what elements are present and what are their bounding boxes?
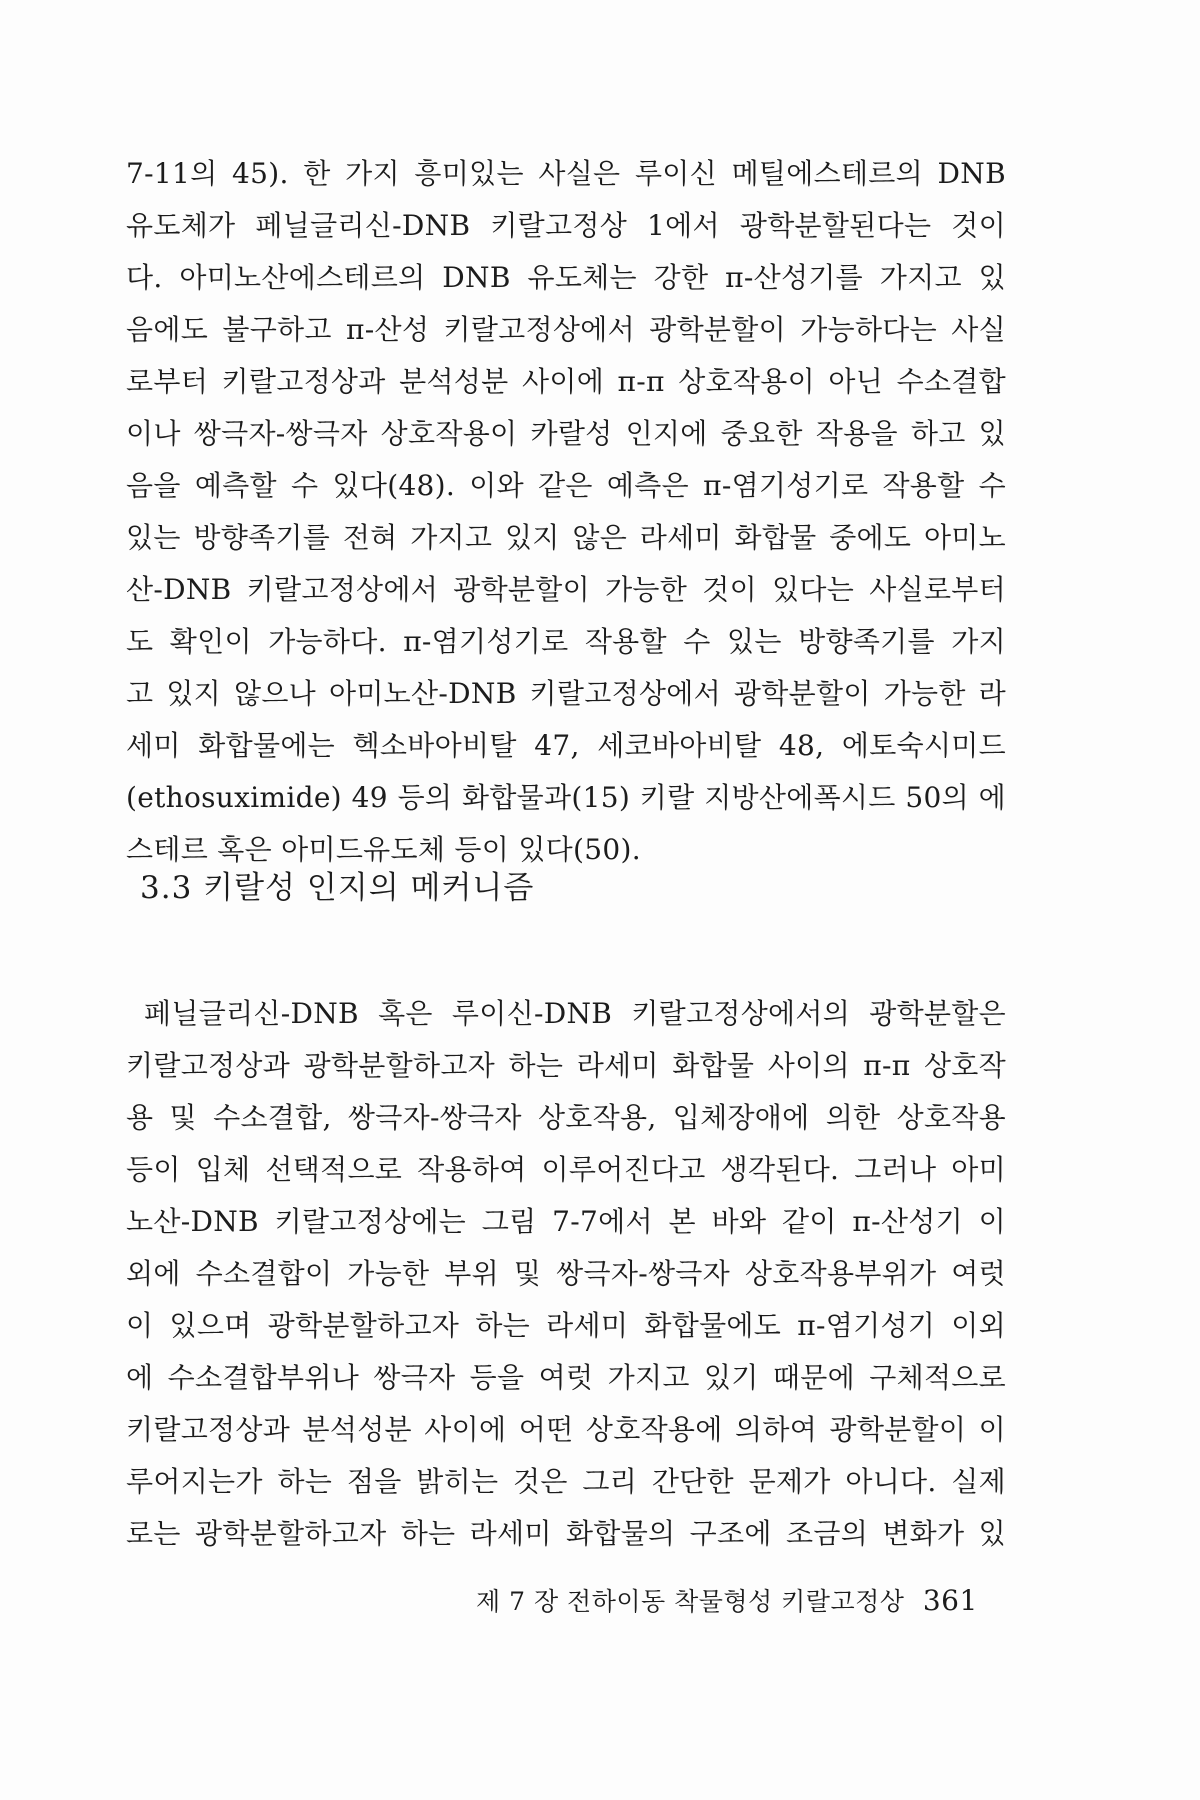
text-line: 키랄고정상과 분석성분 사이에 어떤 상호작용에 의하여 광학분할이 이: [126, 1413, 1006, 1446]
text-line: 다. 아미노산에스테르의 DNB 유도체는 강한 π-산성기를 가지고 있: [126, 261, 1006, 294]
text-line: 있는 방향족기를 전혀 가지고 있지 않은 라세미 화합물 중에도 아미노: [126, 521, 1006, 554]
text-line: 도 확인이 가능하다. π-염기성기로 작용할 수 있는 방향족기를 가지: [126, 625, 1006, 658]
body-paragraph-2: [126, 988, 1006, 1560]
text-line: 고 있지 않으나 아미노산-DNB 키랄고정상에서 광학분할이 가능한 라: [126, 677, 1006, 710]
section-heading: 3.3 키랄성 인지의 메커니즘: [140, 870, 535, 906]
text-line: 이 있으며 광학분할하고자 하는 라세미 화합물에도 π-염기성기 이외: [126, 1309, 1006, 1342]
text-line: 에 수소결합부위나 쌍극자 등을 여럿 가지고 있기 때문에 구체적으로: [126, 1361, 1006, 1394]
text-line: 유도체가 페닐글리신-DNB 키랄고정상 1에서 광학분할된다는 것이: [126, 209, 1006, 242]
text-line: 이나 쌍극자-쌍극자 상호작용이 카랄성 인지에 중요한 작용을 하고 있: [126, 417, 1006, 450]
text-line: 노산-DNB 키랄고정상에는 그림 7-7에서 본 바와 같이 π-산성기 이: [126, 1205, 1006, 1238]
body-paragraph-1: [126, 148, 1006, 876]
text-line: 스테르 혹은 아미드유도체 등이 있다(50).: [126, 833, 641, 866]
text-line: 로는 광학분할하고자 하는 라세미 화합물의 구조에 조금의 변화가 있: [126, 1517, 1006, 1550]
text-line: 키랄고정상과 광학분할하고자 하는 라세미 화합물 사이의 π-π 상호작: [126, 1049, 1006, 1082]
text-line: 외에 수소결합이 가능한 부위 및 쌍극자-쌍극자 상호작용부위가 여럿: [126, 1257, 1006, 1290]
text-line: (ethosuximide) 49 등의 화합물과(15) 키랄 지방산에폭시드 50의 에: [126, 781, 1006, 814]
text-line: 용 및 수소결합, 쌍극자-쌍극자 상호작용, 입체장애에 의한 상호작용: [126, 1101, 1006, 1134]
page-footer: [476, 1584, 978, 1619]
running-chapter-title: 제 7 장 전하이동 착물형성 키랄고정상: [476, 1587, 905, 1616]
text-line: 7-11의 45). 한 가지 흥미있는 사실은 루이신 메틸에스테르의 DNB: [126, 157, 1006, 190]
text-line: 페닐글리신-DNB 혹은 루이신-DNB 키랄고정상에서의 광학분할은: [144, 997, 1006, 1030]
text-line: 산-DNB 키랄고정상에서 광학분할이 가능한 것이 있다는 사실로부터: [126, 573, 1006, 606]
text-line: 음을 예측할 수 있다(48). 이와 같은 예측은 π-염기성기로 작용할 수: [126, 469, 1006, 502]
page-number: 361: [922, 1584, 978, 1617]
text-line: 등이 입체 선택적으로 작용하여 이루어진다고 생각된다. 그러나 아미: [126, 1153, 1006, 1186]
text-line: 음에도 불구하고 π-산성 키랄고정상에서 광학분할이 가능하다는 사실: [126, 313, 1006, 346]
text-line: 루어지는가 하는 점을 밝히는 것은 그리 간단한 문제가 아니다. 실제: [126, 1465, 1006, 1498]
text-line: 세미 화합물에는 헥소바아비탈 47, 세코바아비탈 48, 에토숙시미드: [126, 729, 1006, 762]
text-line: 로부터 키랄고정상과 분석성분 사이에 π-π 상호작용이 아닌 수소결합: [126, 365, 1006, 398]
